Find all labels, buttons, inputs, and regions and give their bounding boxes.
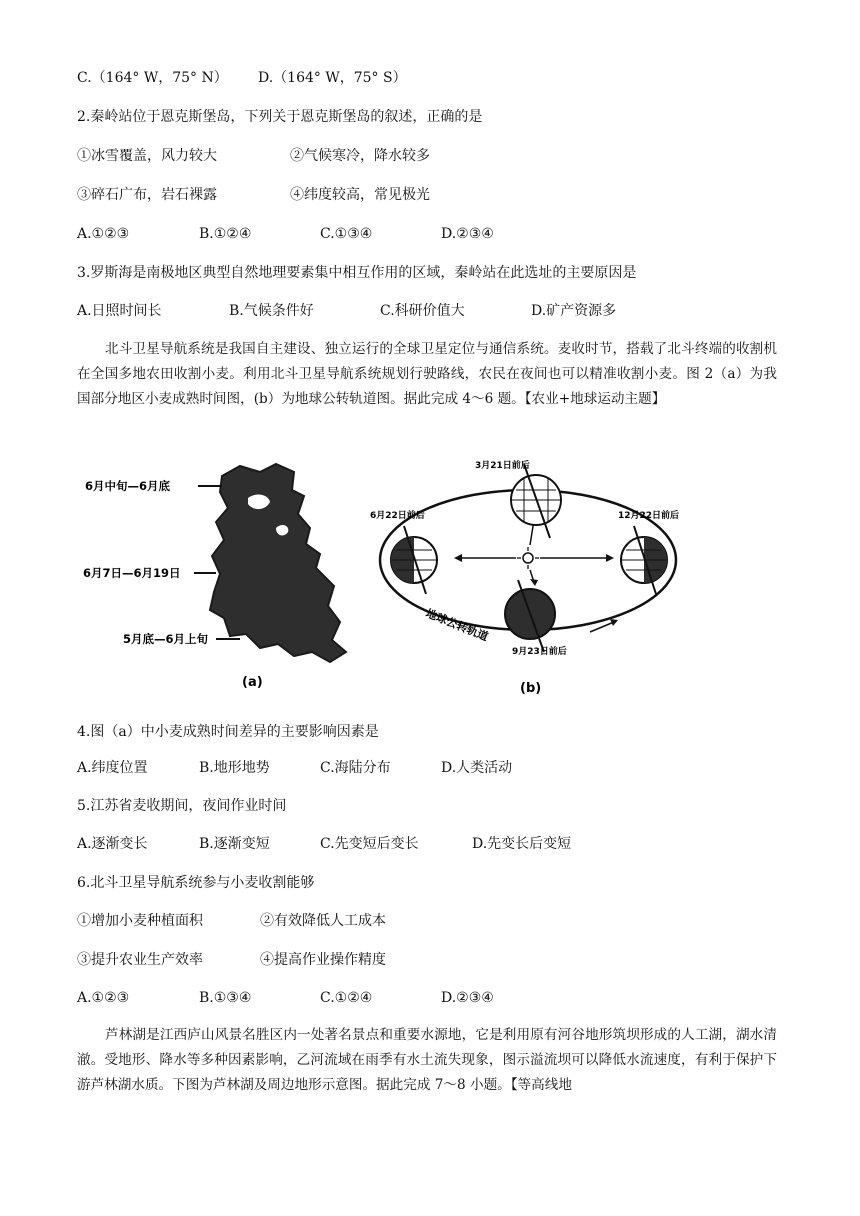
- q6-option-c: C.①②④: [320, 990, 373, 1006]
- q3-option-c: C.科研价值大: [380, 303, 465, 319]
- figure-2-svg: [80, 456, 700, 702]
- figure-2: [80, 456, 700, 702]
- q3-option-a: A.日照时间长: [77, 303, 162, 319]
- q2-stem: 2.秦岭站位于恩克斯堡岛，下列关于恩克斯堡岛的叙述，正确的是: [77, 109, 483, 125]
- q3-stem: 3.罗斯海是南极地区典型自然地理要素集中相互作用的区域，秦岭站在此选址的主要原因是: [77, 265, 637, 281]
- q2-statement-2: ②气候寒冷，降水较多: [290, 148, 430, 164]
- q6-option-b: B.①③④: [199, 990, 252, 1006]
- label-jun22: 6月22日前后: [370, 511, 425, 521]
- label-dec22: 12月22日前后: [618, 511, 680, 521]
- label-mar21: 3月21日前后: [475, 461, 530, 471]
- q2-option-a: A.①②③: [77, 226, 130, 242]
- q6-stem: 6.北斗卫星导航系统参与小麦收割能够: [77, 875, 315, 891]
- label-sep23: 9月23日前后: [512, 647, 567, 657]
- earth-jun22: [391, 526, 437, 594]
- q6-statement-3: ③提升农业生产效率: [77, 952, 203, 968]
- q1-option-d: D.（164° W，75° S）: [258, 70, 407, 86]
- caption-b: (b): [520, 681, 542, 696]
- q6-statement-2: ②有效降低人工成本: [260, 913, 386, 929]
- q4-option-c: C.海陆分布: [320, 760, 391, 776]
- caption-a: (a): [242, 675, 263, 690]
- earth-dec22: [621, 526, 667, 594]
- q6-statement-1: ①增加小麦种植面积: [77, 913, 203, 929]
- arrow-head: [454, 554, 462, 562]
- q2-statement-3: ③碎石广布，岩石裸露: [77, 187, 217, 203]
- q6-option-a: A.①②③: [77, 990, 130, 1006]
- q3-option-b: B.气候条件好: [229, 303, 314, 319]
- q1-option-c: C.（164° W，75° N）: [77, 70, 228, 86]
- map-label-middle: 6月7日—6月19日: [83, 566, 181, 580]
- q4-stem: 4.图（a）中小麦成熟时间差异的主要影响因素是: [77, 724, 379, 740]
- passage-lulin-lake: 芦林湖是江西庐山风景名胜区内一处著名景点和重要水源地，它是利用原有河谷地形筑坝形成的人工湖，湖水清澈。受地形、降水等多种因素影响，乙河流域在雨季有水土流失现象，图示溢流坝可以降低水流速度，有利于保护下游芦林湖水质。下图为芦林湖及周边地形示意图。据此完成 7～8 小题。【等高线地: [77, 1027, 777, 1093]
- q5-option-c: C.先变短后变长: [320, 836, 419, 852]
- q2-statement-4: ④纬度较高，常见极光: [290, 187, 430, 203]
- map-label-north: 6月中旬—6月底: [85, 479, 171, 493]
- q5-stem: 5.江苏省麦收期间，夜间作业时间: [77, 798, 287, 814]
- earth-mar21: [511, 464, 561, 538]
- q4-option-a: A.纬度位置: [77, 760, 148, 776]
- q2-option-b: B.①②④: [199, 226, 252, 242]
- q6-statement-4: ④提高作业操作精度: [260, 952, 386, 968]
- q2-option-d: D.②③④: [441, 226, 494, 242]
- q4-option-b: B.地形地势: [199, 760, 270, 776]
- label-orbit: 地球公转轨道: [423, 606, 490, 644]
- arrow-head: [530, 579, 538, 586]
- earth-sep23: [505, 580, 555, 652]
- region-shape: [210, 464, 346, 662]
- q2-option-c: C.①③④: [320, 226, 373, 242]
- q4-option-d: D.人类活动: [441, 760, 513, 776]
- q5-option-b: B.逐渐变短: [199, 836, 270, 852]
- q5-option-a: A.逐渐变长: [77, 836, 148, 852]
- q2-statement-1: ①冰雪覆盖，风力较大: [77, 148, 217, 164]
- arrow-head: [606, 554, 614, 562]
- map-label-south: 5月底—6月上旬: [123, 632, 209, 646]
- sun-icon: [517, 547, 539, 569]
- earth-orbit-diagram: [370, 459, 679, 696]
- wheat-ripening-map: [83, 464, 346, 690]
- q3-option-d: D.矿产资源多: [531, 303, 617, 319]
- q5-option-d: D.先变长后变短: [472, 836, 572, 852]
- passage-beidou: 北斗卫星导航系统是我国自主建设、独立运行的全球卫星定位与通信系统。麦收时节，搭载了北斗终端的收割机在全国多地农田收割小麦。利用北斗卫星导航系统规划行驶路线，农民在夜间也可以精准收割小麦。图 2（a）为我国部分地区小麦成熟时间图，(b）为地球公转轨道图。据此完成 4～6 题。【农业+地球运动主题】: [77, 341, 777, 407]
- q6-option-d: D.②③④: [441, 990, 494, 1006]
